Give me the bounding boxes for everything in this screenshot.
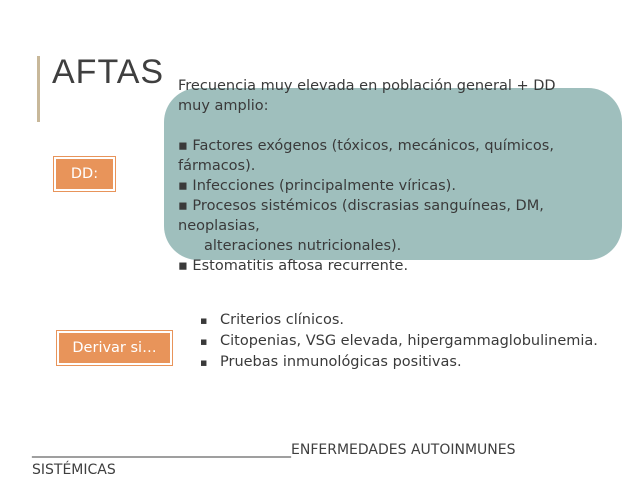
- dd-line: muy amplio:: [178, 98, 269, 114]
- slide-title: AFTAS: [52, 53, 165, 91]
- title-accent-bar: [37, 56, 40, 122]
- square-bullet-icon: ▪: [200, 314, 208, 327]
- dd-line: neoplasias,: [178, 218, 260, 234]
- dd-line: ▪ Factores exógenos (tóxicos, mecánicos, químicos,: [178, 138, 554, 154]
- list-item-text: Criterios clínicos.: [220, 312, 345, 328]
- square-bullet-icon: ▪: [200, 335, 208, 348]
- dd-line: alteraciones nutricionales).: [204, 238, 402, 254]
- dd-line-spacer: [178, 116, 608, 136]
- dd-description: [178, 76, 608, 276]
- list-item-text: Citopenias, VSG elevada, hipergammaglobulinemia.: [220, 333, 598, 349]
- list-item-text: Pruebas inmunológicas positivas.: [220, 354, 462, 370]
- square-bullet-icon: ▪: [200, 356, 208, 369]
- derivar-badge: Derivar si…: [57, 331, 172, 365]
- dd-line: ▪ Infecciones (principalmente víricas).: [178, 178, 456, 194]
- dd-badge: DD:: [54, 157, 115, 191]
- derivar-criteria-list: [200, 310, 598, 373]
- dd-line: Frecuencia muy elevada en población general + DD: [178, 78, 556, 94]
- dd-line: ▪ Estomatitis aftosa recurrente.: [178, 258, 409, 274]
- dd-line: fármacos).: [178, 158, 256, 174]
- dd-line: ▪ Procesos sistémicos (discrasias sanguíneas, DM,: [178, 198, 544, 214]
- list-item: [200, 310, 598, 331]
- list-item: [200, 352, 598, 373]
- footer-text: _____________________________________ENFERMEDADES AUTOINMUNES SISTÉMICAS: [32, 442, 516, 478]
- list-item: [200, 331, 598, 352]
